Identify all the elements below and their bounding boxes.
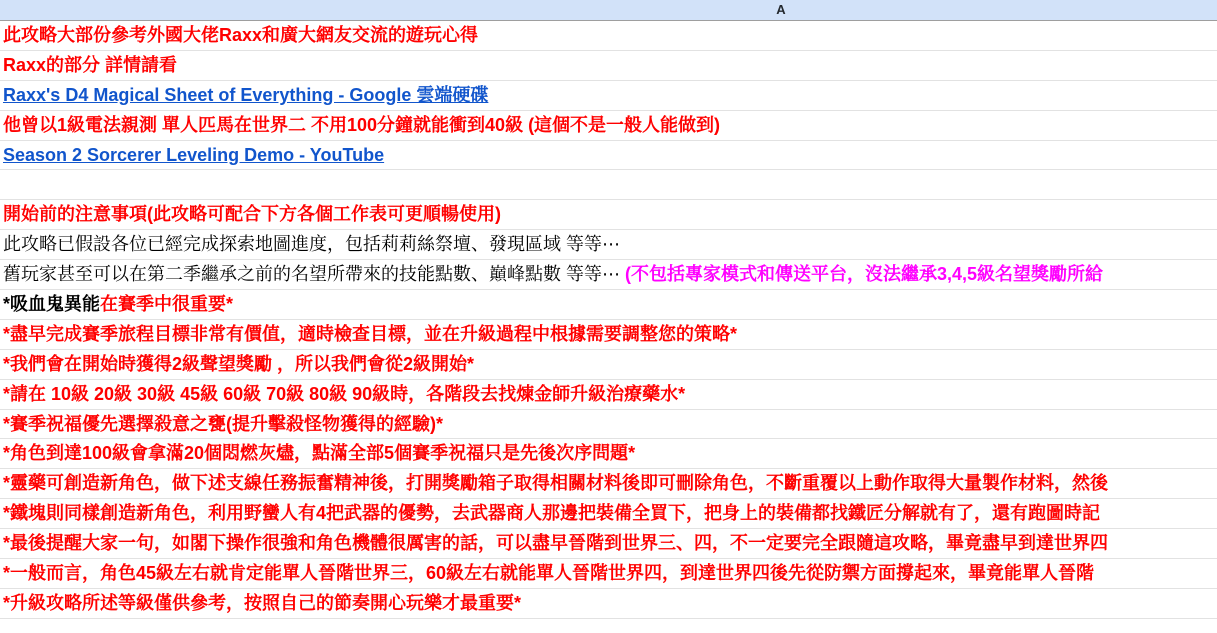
spreadsheet-row[interactable] bbox=[0, 499, 1217, 529]
spreadsheet-row[interactable] bbox=[0, 559, 1217, 589]
cell-text-segment: 開始前的注意事項(此攻略可配合下方各個工作表可更順暢使用) bbox=[3, 204, 501, 225]
spreadsheet-row[interactable] bbox=[0, 589, 1217, 619]
cell-text-segment: (不包括專家模式和傳送平台，沒法繼承3,4,5級名望獎勵所給 bbox=[625, 264, 1104, 285]
cell-text-segment: *角色到達100級會拿滿20個悶燃灰燼，點滿全部5個賽季祝福只是先後次序問題* bbox=[3, 443, 636, 464]
spreadsheet-row[interactable] bbox=[0, 111, 1217, 141]
cell-text-segment: 他曾以1級電法親測 單人匹馬在世界二 不用100分鐘就能衝到40級 (這個不是一般人能做到) bbox=[3, 114, 721, 135]
grid-body bbox=[0, 21, 1217, 619]
cell-text-segment: *最後提醒大家一句，如閣下操作很強和角色機體很厲害的話，可以盡早晉階到世界三、四，不一定要完全跟隨這攻略，畢竟盡早到達世界四 bbox=[3, 533, 1108, 554]
column-header-row bbox=[0, 0, 1217, 21]
spreadsheet-row[interactable] bbox=[0, 290, 1217, 320]
cell-text-segment: *盡早完成賽季旅程目標非常有價值，適時檢查目標，並在升級過程中根據需要調整您的策略* bbox=[3, 323, 738, 344]
spreadsheet-row[interactable] bbox=[0, 529, 1217, 559]
spreadsheet-row[interactable] bbox=[0, 410, 1217, 440]
cell-text-segment: 在賽季中很重要* bbox=[100, 293, 234, 314]
spreadsheet-row[interactable] bbox=[0, 200, 1217, 230]
cell-text-segment: 此攻略已假設各位已經完成探索地圖進度，包括莉莉絲祭壇、發現區域 等等⋯ bbox=[3, 234, 620, 255]
cell-text-segment: *靈藥可創造新角色，做下述支線任務振奮精神後，打開獎勵箱子取得相關材料後即可刪除角色，不斷重覆以上動作取得大量製作材料，然後 bbox=[3, 473, 1108, 494]
hyperlink[interactable]: Season 2 Sorcerer Leveling Demo - YouTube bbox=[3, 144, 385, 165]
cell-text-segment: *吸血鬼異能 bbox=[3, 293, 101, 314]
cell-text-segment: 舊玩家甚至可以在第二季繼承之前的名望所帶來的技能點數、巔峰點數 等等⋯ bbox=[3, 264, 625, 285]
spreadsheet-row[interactable] bbox=[0, 439, 1217, 469]
cell-text-segment: *我們會在開始時獲得2級聲望獎勵 ，所以我們會從2級開始* bbox=[3, 353, 475, 374]
cell-text-segment: 此攻略大部份參考外國大佬Raxx和廣大網友交流的遊玩心得 bbox=[3, 24, 479, 45]
hyperlink[interactable]: Raxx's D4 Magical Sheet of Everything - Google 雲端硬碟 bbox=[3, 84, 489, 105]
cell-text-segment: *請在 10級 20級 30級 45級 60級 70級 80級 90級時，各階段去找煉金師升級治療藥水* bbox=[3, 383, 686, 404]
spreadsheet-row[interactable] bbox=[0, 380, 1217, 410]
spreadsheet-row[interactable] bbox=[0, 350, 1217, 380]
spreadsheet-row[interactable] bbox=[0, 81, 1217, 111]
spreadsheet-row[interactable] bbox=[0, 51, 1217, 81]
cell-text-segment: *一般而言，角色45級左右就肯定能單人晉階世界三，60級左右就能單人晉階世界四，到達世界四後先從防禦方面撐起來，畢竟能單人晉階 bbox=[3, 562, 1095, 583]
spreadsheet-row[interactable] bbox=[0, 469, 1217, 499]
cell-text-segment: *賽季祝福優先選擇殺意之甕(提升擊殺怪物獲得的經驗)* bbox=[3, 413, 443, 434]
spreadsheet-row[interactable] bbox=[0, 260, 1217, 290]
cell-text-segment: *鐵塊則同樣創造新角色，利用野蠻人有4把武器的優勢，去武器商人那邊把裝備全買下，把身上的裝備都找鐵匠分解就有了，還有跑圖時記 bbox=[3, 503, 1101, 524]
spreadsheet-row[interactable] bbox=[0, 320, 1217, 350]
spreadsheet-row[interactable] bbox=[0, 141, 1217, 171]
spreadsheet-row[interactable] bbox=[0, 21, 1217, 51]
column-header-a[interactable]: A bbox=[776, 2, 786, 17]
spreadsheet-row[interactable] bbox=[0, 230, 1217, 260]
cell-text-segment: Raxx的部分 詳情請看 bbox=[3, 54, 178, 75]
spreadsheet-row[interactable] bbox=[0, 170, 1217, 200]
cell-text-segment: *升級攻略所述等級僅供參考，按照自己的節奏開心玩樂才最重要* bbox=[3, 592, 522, 613]
